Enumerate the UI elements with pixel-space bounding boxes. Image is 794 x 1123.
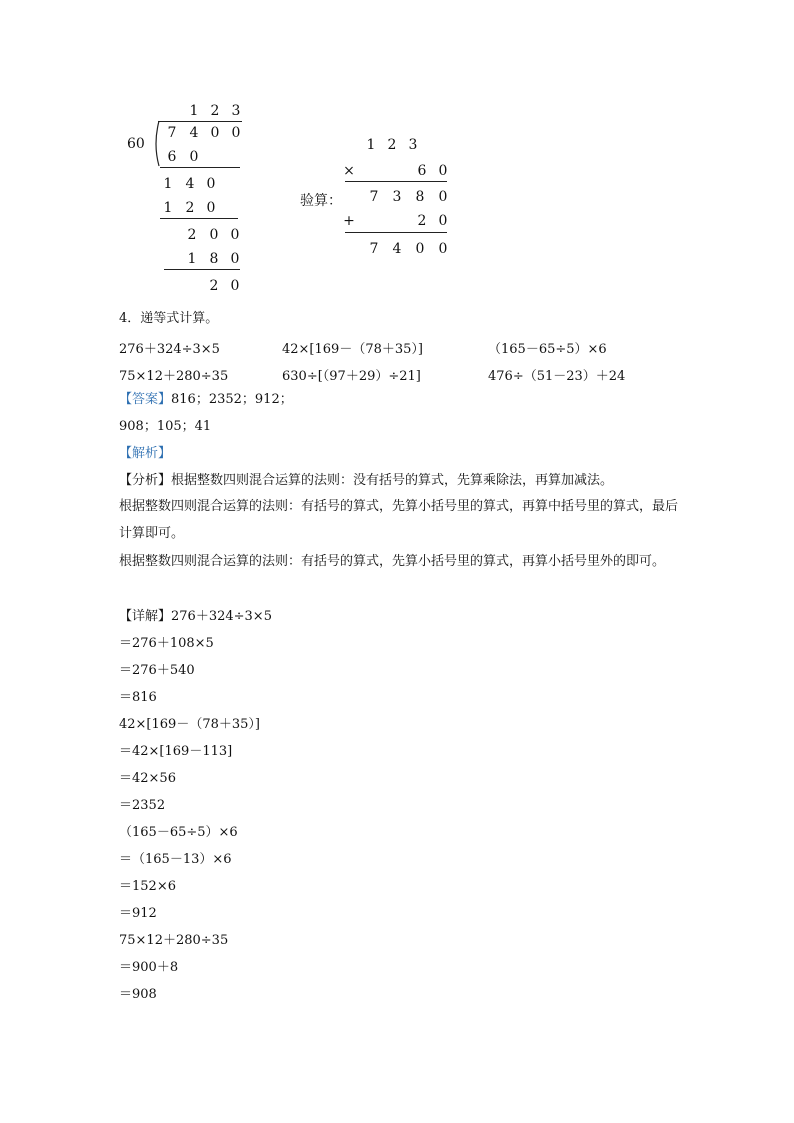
plus-sign: + bbox=[343, 213, 355, 229]
detail-step: ＝816 bbox=[119, 690, 157, 705]
step-digit: 4 bbox=[185, 176, 195, 192]
expression: （165－65÷5）×6 bbox=[488, 342, 607, 357]
detail-expression: 276＋324÷3×5 bbox=[171, 609, 272, 624]
step-digit: 6 bbox=[167, 149, 177, 165]
fenxi-text: 根据整数四则混合运算的法则：没有括号的算式，先算乘除法，再算加减法。 bbox=[171, 473, 614, 488]
detail-tag: 【详解】 bbox=[119, 609, 172, 624]
division-rule bbox=[164, 269, 240, 270]
partial-digit: 8 bbox=[415, 189, 425, 205]
detail-step: （165－65÷5）×6 bbox=[119, 825, 238, 840]
expression: 476÷（51－23）＋24 bbox=[488, 369, 626, 384]
multiplicand-digit: 3 bbox=[408, 137, 418, 153]
division-bracket bbox=[150, 120, 166, 168]
detail-step: ＝276＋540 bbox=[119, 663, 195, 678]
multiplicand-digit: 2 bbox=[387, 137, 397, 153]
quotient-digit: 3 bbox=[231, 103, 241, 119]
partial-digit: 3 bbox=[392, 189, 402, 205]
expression: 630÷[（97＋29）÷21] bbox=[282, 369, 421, 384]
fenxi-tag: 【分析】 bbox=[119, 473, 172, 488]
expression: 75×12＋280÷35 bbox=[119, 369, 229, 384]
answer-line bbox=[119, 392, 293, 408]
detail-step: ＝152×6 bbox=[119, 879, 176, 894]
step-digit: 0 bbox=[230, 227, 240, 243]
detail-step: ＝912 bbox=[119, 906, 157, 921]
detail-step: 75×12＋280÷35 bbox=[119, 933, 229, 948]
detail-step: ＝900＋8 bbox=[119, 960, 179, 975]
step-digit: 2 bbox=[187, 227, 197, 243]
multiplicand-digit: 1 bbox=[366, 137, 376, 153]
dividend-digit: 0 bbox=[231, 125, 241, 141]
step-digit: 1 bbox=[163, 200, 173, 216]
answer-values: 816；2352；912； bbox=[171, 392, 293, 407]
answer-values-2: 908；105；41 bbox=[119, 419, 212, 434]
division-rule bbox=[160, 218, 238, 219]
quotient-digit: 1 bbox=[189, 103, 199, 119]
detail-step: ＝2352 bbox=[119, 798, 166, 813]
result-digit: 0 bbox=[438, 241, 448, 257]
analysis-line bbox=[119, 473, 613, 489]
result-digit: 7 bbox=[369, 241, 379, 257]
check-rule bbox=[345, 232, 447, 233]
step-digit: 1 bbox=[187, 251, 197, 267]
dividend-digit: 4 bbox=[189, 125, 199, 141]
addend-digit: 2 bbox=[417, 213, 427, 229]
step-digit: 2 bbox=[185, 200, 195, 216]
step-digit: 2 bbox=[209, 278, 219, 294]
analysis-tag: 【解析】 bbox=[119, 446, 172, 461]
step-digit: 0 bbox=[206, 176, 216, 192]
dividend-digit: 0 bbox=[210, 125, 220, 141]
step-digit: 0 bbox=[189, 149, 199, 165]
partial-digit: 7 bbox=[369, 189, 379, 205]
step-digit: 1 bbox=[163, 176, 173, 192]
result-digit: 4 bbox=[392, 241, 402, 257]
step-digit: 0 bbox=[230, 278, 240, 294]
division-rule bbox=[160, 167, 240, 168]
analysis-paragraph: 根据整数四则混合运算的法则：有括号的算式，先算小括号里的算式，再算小括号里外的即可。 bbox=[119, 554, 666, 569]
detail-step: ＝908 bbox=[119, 987, 157, 1002]
step-digit: 0 bbox=[206, 200, 216, 216]
division-top-line bbox=[158, 121, 242, 122]
multiplier-digit: 0 bbox=[438, 163, 448, 179]
detail-step: ＝（165－13）×6 bbox=[119, 852, 232, 867]
check-rule bbox=[345, 181, 447, 182]
expression: 42×[169－（78＋35）] bbox=[282, 342, 423, 357]
addend-digit: 0 bbox=[438, 213, 448, 229]
divisor: 60 bbox=[127, 136, 145, 152]
expression: 276＋324÷3×5 bbox=[119, 342, 220, 357]
detail-step: ＝276＋108×5 bbox=[119, 636, 214, 651]
detail-step: ＝42×[169－113] bbox=[119, 744, 233, 759]
quotient-digit: 2 bbox=[210, 103, 220, 119]
step-digit: 0 bbox=[230, 251, 240, 267]
step-digit: 8 bbox=[209, 251, 219, 267]
dividend-digit: 7 bbox=[167, 125, 177, 141]
detail-header bbox=[119, 609, 272, 625]
question-heading: 4．递等式计算。 bbox=[119, 311, 219, 326]
step-digit: 0 bbox=[209, 227, 219, 243]
multiplier-digit: 6 bbox=[417, 163, 427, 179]
result-digit: 0 bbox=[415, 241, 425, 257]
analysis-paragraph: 根据整数四则混合运算的法则：有括号的算式，先算小括号里的算式，再算中括号里的算式，最后计算即可。 bbox=[119, 499, 679, 541]
partial-digit: 0 bbox=[438, 189, 448, 205]
detail-step: ＝42×56 bbox=[119, 771, 176, 786]
check-label: 验算： bbox=[300, 193, 342, 209]
answer-tag: 【答案】 bbox=[119, 392, 172, 407]
detail-step: 42×[169－（78＋35）] bbox=[119, 717, 260, 732]
times-sign: × bbox=[343, 163, 355, 179]
